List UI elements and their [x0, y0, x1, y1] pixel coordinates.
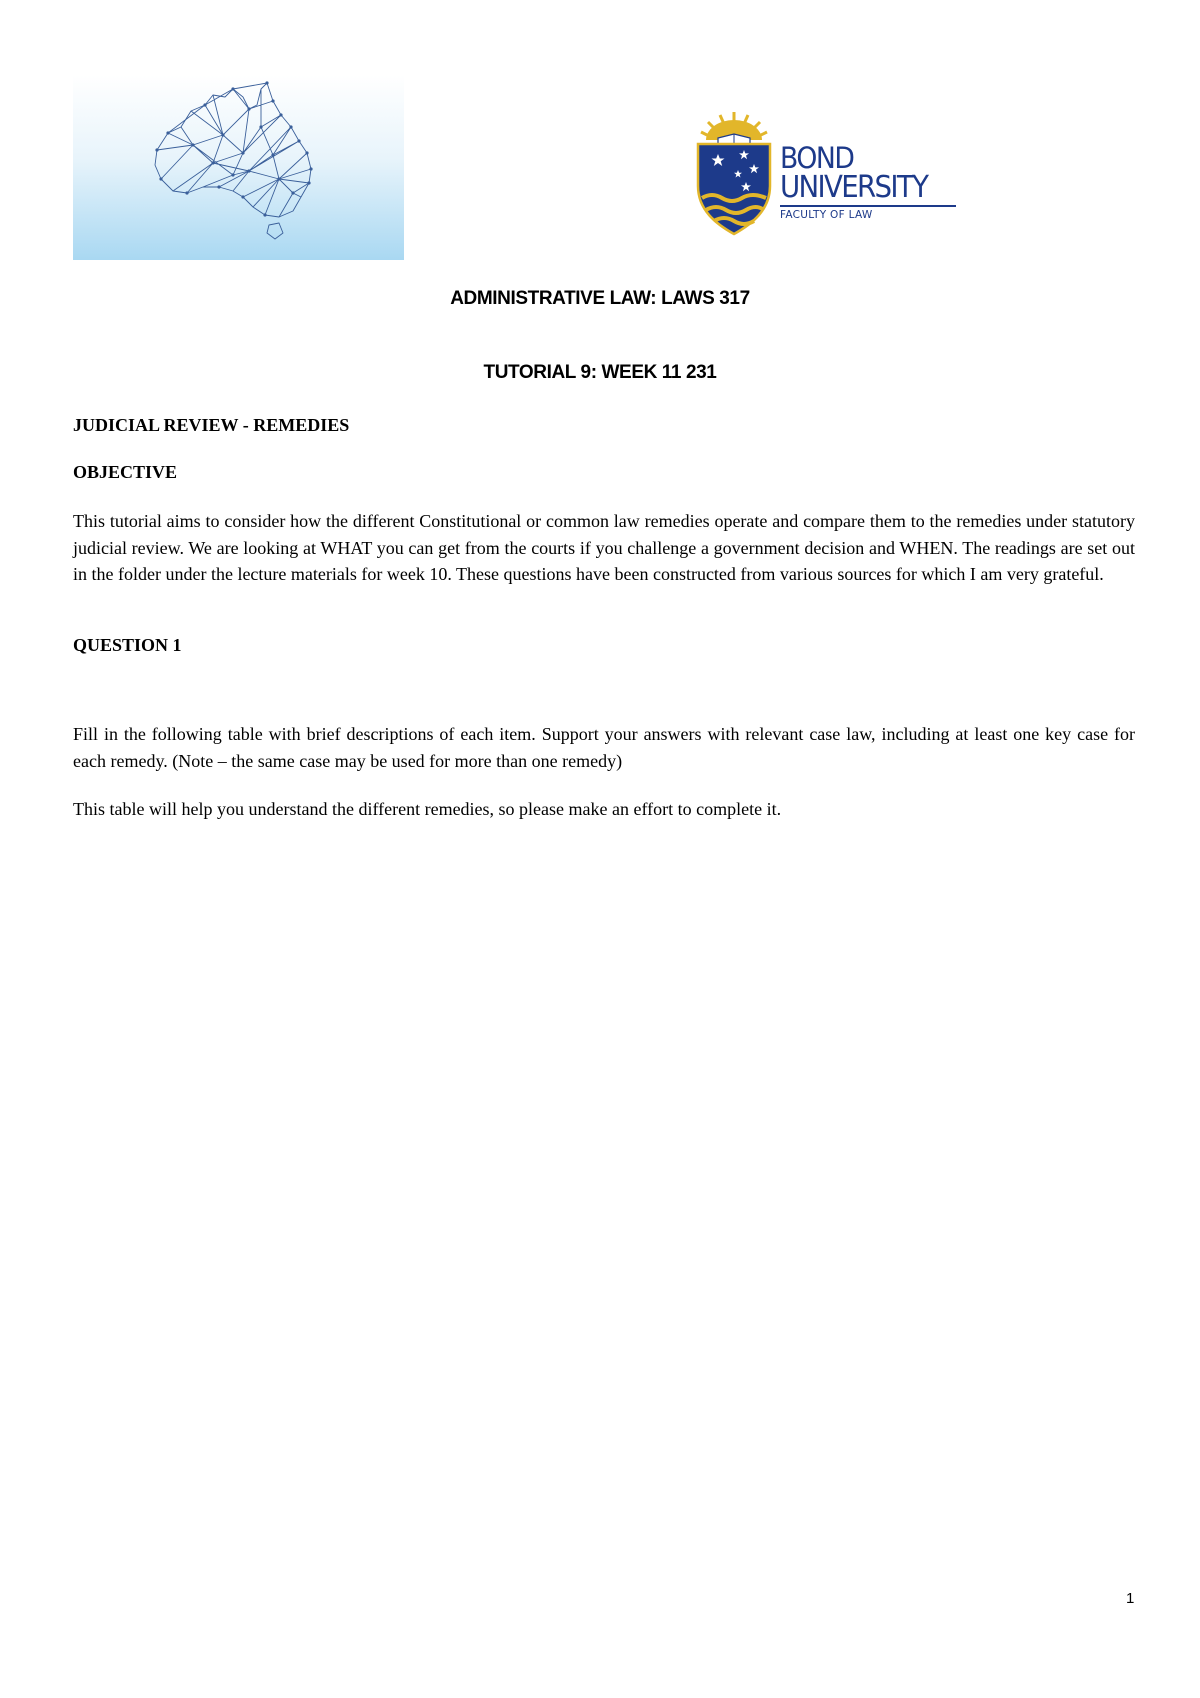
- logo-divider: [780, 205, 956, 207]
- tutorial-title: TUTORIAL 9: WEEK 11 231: [483, 362, 717, 383]
- section-heading-objective: OBJECTIVE: [73, 462, 178, 482]
- objective-paragraph: This tutorial aims to consider how the different Constitutional or common law remedies operate and compare them to the remedies under statutory judicial review. We are looking at WHAT you can get from the courts if you challenge a government decision and WHEN. The readings are set out in the folder under the lecture materials for week 10. These questions have been constructed from various sources for which I am very grateful.: [73, 511, 1135, 584]
- course-title: ADMINISTRATIVE LAW: LAWS 317: [450, 288, 750, 309]
- question-1-instructions: Fill in the following table with brief descriptions of each item. Support your answers with relevant case law, including at least one key case for each remedy. (Note – the same case may be used for more than one remedy): [73, 724, 1135, 771]
- logo-wordmark: [780, 141, 960, 222]
- university-crest-icon: [694, 110, 774, 238]
- australia-map-image: [73, 75, 404, 260]
- question-1-note: This table will help you understand the different remedies, so please make an effort to complete it.: [73, 799, 782, 819]
- section-heading-question-1: QUESTION 1: [73, 635, 182, 655]
- logo-line-faculty: FACULTY OF LAW: [780, 209, 873, 221]
- section-heading-judicial-review: JUDICIAL REVIEW - REMEDIES: [73, 415, 350, 435]
- bond-university-logo: [694, 110, 964, 240]
- page-number: 1: [1126, 1590, 1135, 1607]
- logo-line-university: UNIVERSITY: [780, 170, 928, 205]
- logo-line-bond: BOND: [780, 141, 854, 175]
